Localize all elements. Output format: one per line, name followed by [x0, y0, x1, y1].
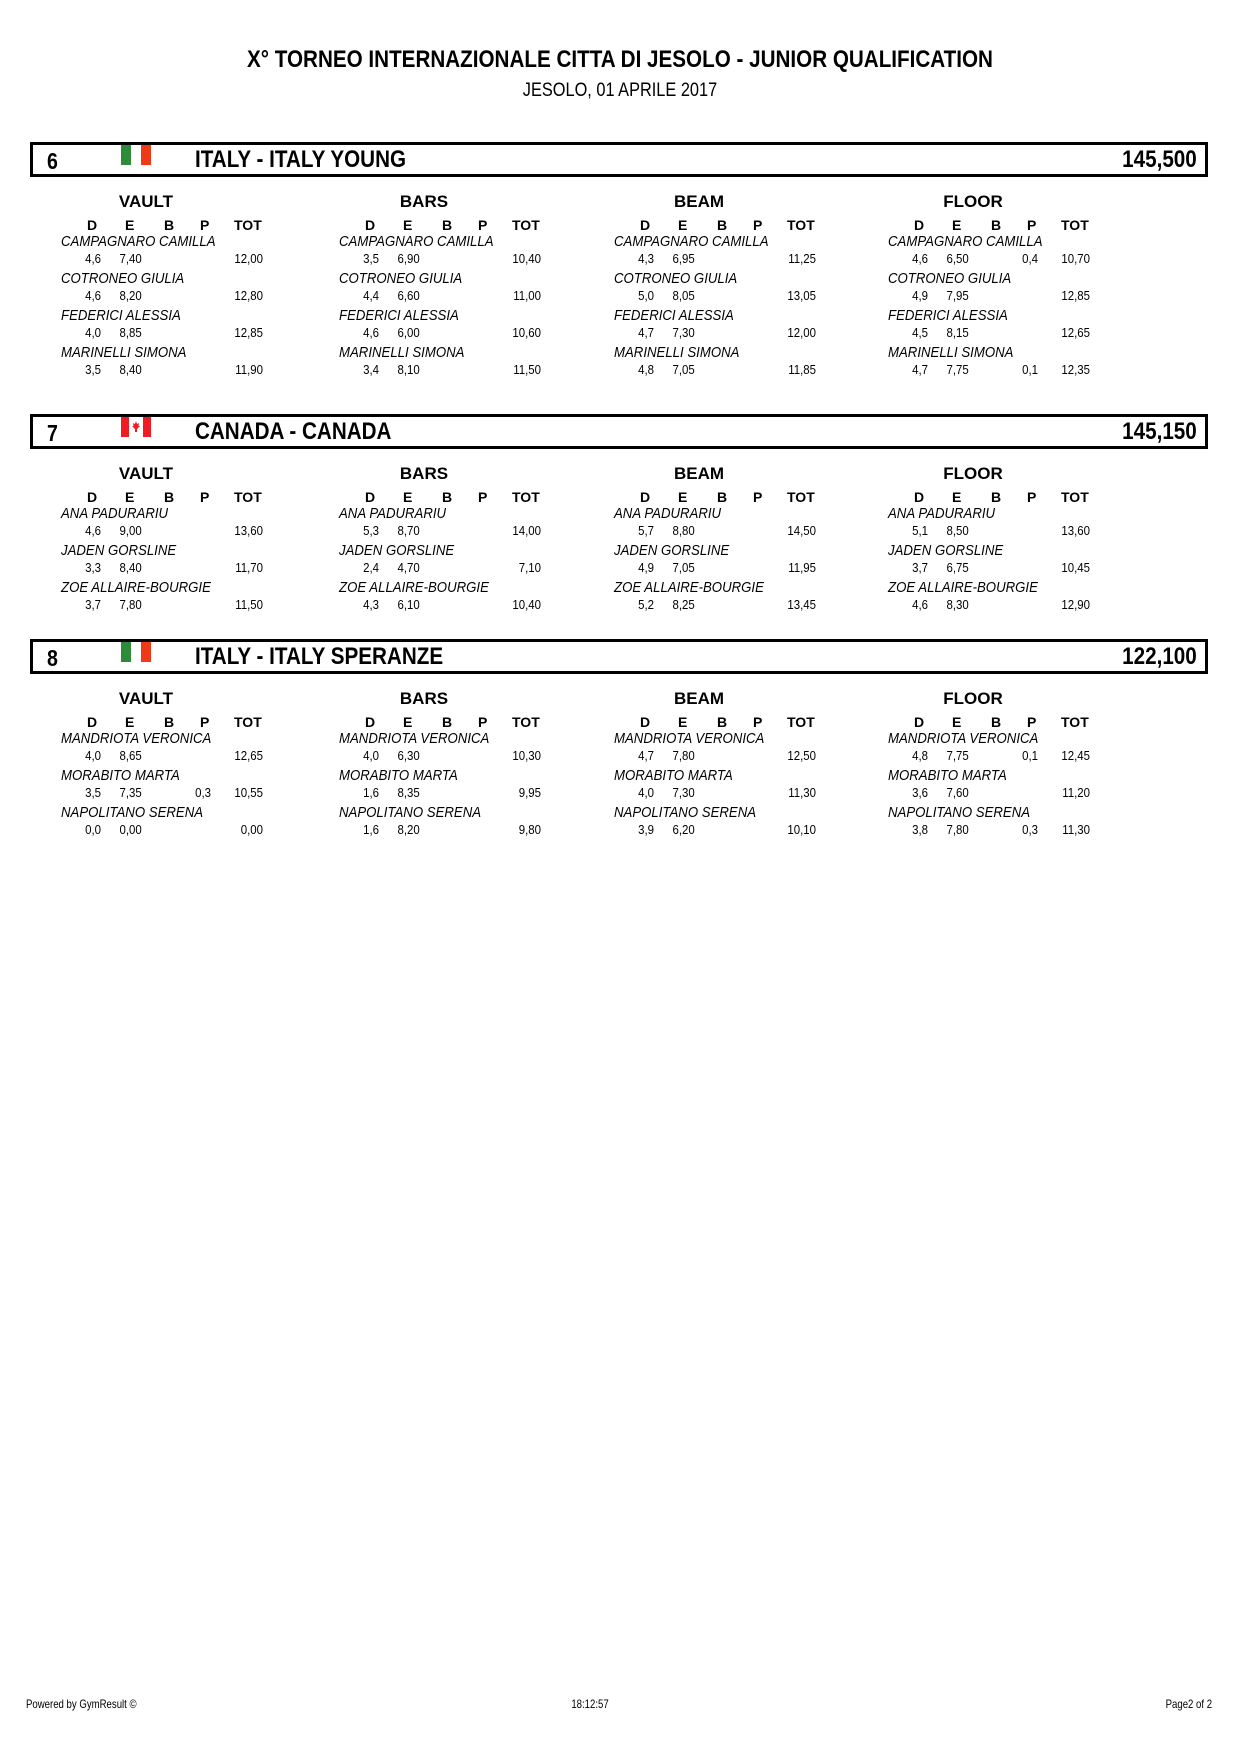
- score-total: 10,55: [234, 785, 263, 800]
- apparatus-title: FLOOR: [943, 192, 1003, 211]
- score-total: 12,85: [234, 325, 263, 340]
- team-total-score: 145,150: [1122, 418, 1197, 445]
- column-header-e: E: [678, 714, 688, 730]
- column-header-b: B: [717, 217, 728, 233]
- team-name: ITALY - ITALY SPERANZE: [195, 643, 444, 670]
- column-header-tot: TOT: [1061, 217, 1089, 233]
- column-header-p: P: [200, 489, 210, 505]
- score-total: 13,05: [787, 288, 816, 303]
- column-header-e: E: [403, 217, 413, 233]
- column-header-e: E: [403, 714, 413, 730]
- athlete-name: COTRONEO GIULIA: [888, 270, 1012, 287]
- column-header-e: E: [125, 489, 135, 505]
- column-header-p: P: [753, 489, 763, 505]
- score-d: 4,9: [912, 288, 928, 303]
- column-header-b: B: [164, 714, 175, 730]
- score-e: 6,50: [946, 251, 969, 266]
- score-e: 7,30: [672, 325, 695, 340]
- apparatus-block-beam: [614, 464, 854, 664]
- column-header-tot: TOT: [787, 714, 815, 730]
- apparatus-block-vault: [61, 689, 301, 889]
- score-d: 1,6: [363, 785, 379, 800]
- score-d: 5,1: [912, 523, 928, 538]
- score-e: 8,65: [119, 748, 142, 763]
- score-total: 13,60: [234, 523, 263, 538]
- column-header-tot: TOT: [1061, 714, 1089, 730]
- score-total: 11,90: [235, 362, 263, 377]
- column-header-e: E: [678, 217, 688, 233]
- athlete-name: ZOE ALLAIRE-BOURGIE: [339, 579, 489, 596]
- column-header-d: D: [914, 217, 925, 233]
- athlete-name: MORABITO MARTA: [614, 767, 733, 784]
- score-e: 7,05: [672, 362, 695, 377]
- document-subtitle: JESOLO, 01 APRILE 2017: [522, 80, 718, 101]
- footer-powered-by: Powered by GymResult ©: [26, 1697, 137, 1711]
- score-e: 6,20: [672, 822, 695, 837]
- score-e: 7,30: [672, 785, 695, 800]
- apparatus-title: FLOOR: [943, 464, 1003, 483]
- score-d: 4,0: [85, 325, 101, 340]
- score-total: 10,30: [512, 748, 541, 763]
- score-total: 10,10: [787, 822, 816, 837]
- column-header-tot: TOT: [512, 217, 540, 233]
- column-header-d: D: [640, 217, 651, 233]
- document-title: X° TORNEO INTERNAZIONALE CITTA DI JESOLO - JUNIOR QUALIFICATION: [247, 46, 993, 73]
- footer-page-number: Page2 of 2: [1165, 1697, 1212, 1711]
- athlete-name: ANA PADURARIU: [339, 505, 447, 522]
- apparatus-title: BARS: [399, 192, 449, 211]
- score-total: 11,50: [513, 362, 541, 377]
- column-header-e: E: [403, 489, 413, 505]
- score-total: 11,50: [235, 597, 263, 612]
- score-d: 4,6: [85, 523, 101, 538]
- athlete-name: CAMPAGNARO CAMILLA: [339, 233, 494, 250]
- score-p: 0,1: [1022, 362, 1038, 377]
- athlete-name: ANA PADURARIU: [614, 505, 722, 522]
- score-d: 3,3: [85, 560, 101, 575]
- apparatus-title: BARS: [399, 464, 449, 483]
- athlete-name: MORABITO MARTA: [339, 767, 458, 784]
- column-header-d: D: [914, 714, 925, 730]
- score-total: 12,80: [234, 288, 263, 303]
- column-header-b: B: [991, 714, 1002, 730]
- team-header: [30, 142, 1208, 177]
- apparatus-block-floor: [888, 689, 1128, 889]
- column-header-d: D: [640, 489, 651, 505]
- score-d: 5,7: [638, 523, 654, 538]
- athlete-name: COTRONEO GIULIA: [61, 270, 185, 287]
- score-d: 5,2: [638, 597, 654, 612]
- apparatus-title: VAULT: [118, 689, 174, 708]
- score-e: 4,70: [397, 560, 420, 575]
- athlete-name: MORABITO MARTA: [61, 767, 180, 784]
- score-d: 4,7: [638, 748, 654, 763]
- score-e: 7,05: [672, 560, 695, 575]
- score-e: 7,75: [946, 748, 969, 763]
- score-e: 7,80: [946, 822, 969, 837]
- score-total: 14,50: [787, 523, 816, 538]
- apparatus-block-beam: [614, 192, 854, 392]
- score-total: 7,10: [518, 560, 541, 575]
- apparatus-block-floor: [888, 464, 1128, 664]
- score-d: 4,8: [638, 362, 654, 377]
- score-total: 12,90: [1061, 597, 1090, 612]
- column-header-tot: TOT: [512, 489, 540, 505]
- score-d: 5,0: [638, 288, 654, 303]
- athlete-name: MANDRIOTA VERONICA: [339, 730, 490, 747]
- team-rank: 8: [47, 645, 58, 671]
- column-header-b: B: [164, 489, 175, 505]
- score-total: 12,85: [1061, 288, 1090, 303]
- score-total: 11,85: [788, 362, 816, 377]
- column-header-tot: TOT: [234, 489, 262, 505]
- score-total: 11,30: [788, 785, 816, 800]
- score-d: 4,0: [85, 748, 101, 763]
- score-d: 4,6: [363, 325, 379, 340]
- score-p: 0,4: [1022, 251, 1038, 266]
- score-total: 11,20: [1062, 785, 1090, 800]
- column-header-e: E: [952, 714, 962, 730]
- column-header-e: E: [952, 489, 962, 505]
- score-e: 7,60: [946, 785, 969, 800]
- athlete-name: NAPOLITANO SERENA: [61, 804, 204, 821]
- athlete-name: ANA PADURARIU: [61, 505, 169, 522]
- score-d: 4,3: [638, 251, 654, 266]
- score-total: 12,00: [787, 325, 816, 340]
- score-d: 4,0: [638, 785, 654, 800]
- score-d: 4,7: [912, 362, 928, 377]
- apparatus-block-bars: [339, 689, 579, 889]
- score-total: 12,00: [234, 251, 263, 266]
- athlete-name: NAPOLITANO SERENA: [614, 804, 757, 821]
- score-e: 9,00: [119, 523, 142, 538]
- footer-time: 18:12:57: [571, 1697, 609, 1711]
- column-header-b: B: [442, 714, 453, 730]
- score-total: 13,60: [1061, 523, 1090, 538]
- score-e: 6,30: [397, 748, 420, 763]
- score-d: 4,6: [85, 251, 101, 266]
- athlete-name: MARINELLI SIMONA: [888, 344, 1014, 361]
- score-total: 10,70: [1061, 251, 1090, 266]
- athlete-name: FEDERICI ALESSIA: [61, 307, 181, 324]
- column-header-d: D: [365, 489, 376, 505]
- column-header-b: B: [991, 217, 1002, 233]
- athlete-name: JADEN GORSLINE: [61, 542, 177, 559]
- apparatus-block-bars: [339, 464, 579, 664]
- team-name: CANADA - CANADA: [195, 418, 392, 445]
- column-header-p: P: [478, 217, 488, 233]
- column-header-e: E: [125, 217, 135, 233]
- score-e: 6,90: [397, 251, 420, 266]
- athlete-name: CAMPAGNARO CAMILLA: [888, 233, 1043, 250]
- score-total: 0,00: [240, 822, 263, 837]
- score-e: 6,95: [672, 251, 695, 266]
- column-header-tot: TOT: [787, 217, 815, 233]
- column-header-d: D: [914, 489, 925, 505]
- score-e: 8,20: [119, 288, 142, 303]
- team-rank: 6: [47, 148, 58, 174]
- column-header-b: B: [991, 489, 1002, 505]
- athlete-name: ZOE ALLAIRE-BOURGIE: [61, 579, 211, 596]
- score-e: 8,70: [397, 523, 420, 538]
- score-e: 7,75: [946, 362, 969, 377]
- score-e: 8,85: [119, 325, 142, 340]
- athlete-name: MARINELLI SIMONA: [61, 344, 187, 361]
- italy-flag-icon: [121, 642, 151, 662]
- team-header: [30, 639, 1208, 674]
- score-e: 6,10: [397, 597, 420, 612]
- athlete-name: MANDRIOTA VERONICA: [888, 730, 1039, 747]
- column-header-e: E: [952, 217, 962, 233]
- score-d: 4,7: [638, 325, 654, 340]
- score-d: 3,5: [85, 362, 101, 377]
- apparatus-block-beam: [614, 689, 854, 889]
- column-header-p: P: [753, 217, 763, 233]
- team-total-score: 122,100: [1122, 643, 1197, 670]
- score-p: 0,3: [1022, 822, 1038, 837]
- column-header-d: D: [87, 714, 98, 730]
- score-e: 7,35: [119, 785, 142, 800]
- score-e: 8,25: [672, 597, 695, 612]
- column-header-d: D: [87, 489, 98, 505]
- column-header-d: D: [640, 714, 651, 730]
- apparatus-block-bars: [339, 192, 579, 392]
- score-total: 10,40: [512, 597, 541, 612]
- athlete-name: FEDERICI ALESSIA: [614, 307, 734, 324]
- column-header-tot: TOT: [787, 489, 815, 505]
- score-d: 4,3: [363, 597, 379, 612]
- score-total: 12,65: [1061, 325, 1090, 340]
- score-e: 8,35: [397, 785, 420, 800]
- column-header-e: E: [678, 489, 688, 505]
- score-e: 8,15: [946, 325, 969, 340]
- score-d: 3,6: [912, 785, 928, 800]
- score-e: 8,20: [397, 822, 420, 837]
- column-header-p: P: [753, 714, 763, 730]
- apparatus-title: BEAM: [673, 464, 725, 483]
- score-total: 11,70: [235, 560, 263, 575]
- score-e: 7,80: [119, 597, 142, 612]
- athlete-name: MARINELLI SIMONA: [339, 344, 465, 361]
- athlete-name: FEDERICI ALESSIA: [339, 307, 459, 324]
- team-rank: 7: [47, 420, 58, 446]
- score-total: 12,65: [234, 748, 263, 763]
- score-d: 3,5: [363, 251, 379, 266]
- column-header-p: P: [1027, 489, 1037, 505]
- column-header-p: P: [1027, 714, 1037, 730]
- column-header-b: B: [717, 489, 728, 505]
- apparatus-title: FLOOR: [943, 689, 1003, 708]
- column-header-d: D: [87, 217, 98, 233]
- score-e: 8,10: [397, 362, 420, 377]
- athlete-name: COTRONEO GIULIA: [614, 270, 738, 287]
- score-d: 2,4: [363, 560, 379, 575]
- score-e: 8,40: [119, 560, 142, 575]
- column-header-d: D: [365, 714, 376, 730]
- apparatus-block-floor: [888, 192, 1128, 392]
- score-e: 8,50: [946, 523, 969, 538]
- score-e: 7,80: [672, 748, 695, 763]
- column-header-tot: TOT: [512, 714, 540, 730]
- score-d: 3,9: [638, 822, 654, 837]
- column-header-p: P: [478, 714, 488, 730]
- score-d: 4,5: [912, 325, 928, 340]
- athlete-name: JADEN GORSLINE: [339, 542, 455, 559]
- column-header-e: E: [125, 714, 135, 730]
- score-e: 8,80: [672, 523, 695, 538]
- column-header-tot: TOT: [1061, 489, 1089, 505]
- score-e: 6,00: [397, 325, 420, 340]
- score-total: 12,45: [1061, 748, 1090, 763]
- score-d: 4,6: [912, 597, 928, 612]
- apparatus-title: BEAM: [673, 192, 725, 211]
- apparatus-title: BEAM: [673, 689, 725, 708]
- canada-flag-icon: [121, 417, 151, 437]
- italy-flag-icon: [121, 145, 151, 165]
- score-p: 0,3: [195, 785, 211, 800]
- apparatus-title: VAULT: [118, 192, 174, 211]
- column-header-p: P: [478, 489, 488, 505]
- athlete-name: MORABITO MARTA: [888, 767, 1007, 784]
- score-d: 4,9: [638, 560, 654, 575]
- score-d: 1,6: [363, 822, 379, 837]
- score-d: 4,8: [912, 748, 928, 763]
- score-e: 7,95: [946, 288, 969, 303]
- score-p: 0,1: [1022, 748, 1038, 763]
- column-header-b: B: [442, 217, 453, 233]
- column-header-tot: TOT: [234, 217, 262, 233]
- team-total-score: 145,500: [1122, 146, 1197, 173]
- score-total: 9,95: [518, 785, 541, 800]
- apparatus-block-vault: [61, 192, 301, 392]
- score-total: 14,00: [512, 523, 541, 538]
- score-e: 8,40: [119, 362, 142, 377]
- apparatus-title: VAULT: [118, 464, 174, 483]
- score-d: 5,3: [363, 523, 379, 538]
- column-header-p: P: [200, 217, 210, 233]
- athlete-name: NAPOLITANO SERENA: [888, 804, 1031, 821]
- column-header-p: P: [200, 714, 210, 730]
- score-d: 4,0: [363, 748, 379, 763]
- athlete-name: COTRONEO GIULIA: [339, 270, 463, 287]
- score-total: 10,40: [512, 251, 541, 266]
- column-header-d: D: [365, 217, 376, 233]
- score-total: 11,95: [788, 560, 816, 575]
- column-header-p: P: [1027, 217, 1037, 233]
- score-e: 8,30: [946, 597, 969, 612]
- score-d: 3,8: [912, 822, 928, 837]
- athlete-name: CAMPAGNARO CAMILLA: [61, 233, 216, 250]
- athlete-name: JADEN GORSLINE: [614, 542, 730, 559]
- athlete-name: ZOE ALLAIRE-BOURGIE: [614, 579, 764, 596]
- athlete-name: MANDRIOTA VERONICA: [614, 730, 765, 747]
- score-total: 11,00: [513, 288, 541, 303]
- apparatus-block-vault: [61, 464, 301, 664]
- score-total: 11,25: [788, 251, 816, 266]
- score-e: 7,40: [119, 251, 142, 266]
- team-header: [30, 414, 1208, 449]
- column-header-tot: TOT: [234, 714, 262, 730]
- score-d: 3,7: [85, 597, 101, 612]
- athlete-name: ANA PADURARIU: [888, 505, 996, 522]
- score-d: 0,0: [85, 822, 101, 837]
- score-d: 3,4: [363, 362, 379, 377]
- column-header-b: B: [717, 714, 728, 730]
- score-d: 4,6: [85, 288, 101, 303]
- score-total: 13,45: [787, 597, 816, 612]
- score-total: 12,50: [787, 748, 816, 763]
- score-d: 3,5: [85, 785, 101, 800]
- score-e: 8,05: [672, 288, 695, 303]
- score-d: 4,6: [912, 251, 928, 266]
- column-header-b: B: [164, 217, 175, 233]
- score-total: 11,30: [1062, 822, 1090, 837]
- athlete-name: FEDERICI ALESSIA: [888, 307, 1008, 324]
- score-total: 10,45: [1061, 560, 1090, 575]
- score-e: 6,60: [397, 288, 420, 303]
- score-d: 3,7: [912, 560, 928, 575]
- athlete-name: JADEN GORSLINE: [888, 542, 1004, 559]
- athlete-name: MARINELLI SIMONA: [614, 344, 740, 361]
- athlete-name: CAMPAGNARO CAMILLA: [614, 233, 769, 250]
- score-total: 9,80: [518, 822, 541, 837]
- athlete-name: MANDRIOTA VERONICA: [61, 730, 212, 747]
- column-header-b: B: [442, 489, 453, 505]
- athlete-name: NAPOLITANO SERENA: [339, 804, 482, 821]
- score-d: 4,4: [363, 288, 379, 303]
- athlete-name: ZOE ALLAIRE-BOURGIE: [888, 579, 1038, 596]
- score-e: 0,00: [119, 822, 142, 837]
- apparatus-title: BARS: [399, 689, 449, 708]
- team-name: ITALY - ITALY YOUNG: [195, 146, 407, 173]
- score-total: 12,35: [1061, 362, 1090, 377]
- score-e: 6,75: [946, 560, 969, 575]
- score-total: 10,60: [512, 325, 541, 340]
